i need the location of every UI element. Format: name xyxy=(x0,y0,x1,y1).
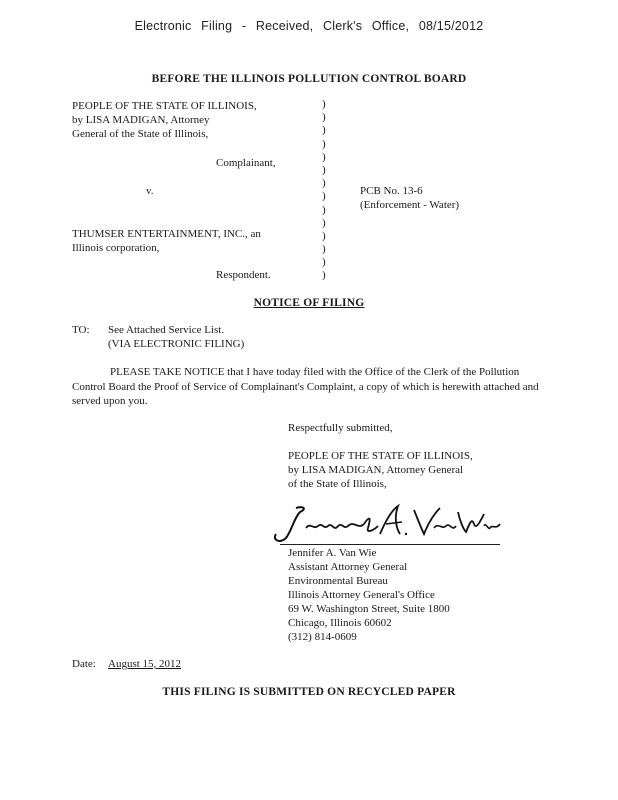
paren: ) xyxy=(322,269,326,282)
complainant-line: by LISA MADIGAN, Attorney xyxy=(72,114,210,126)
notice-title: NOTICE OF FILING xyxy=(253,297,365,309)
closing-block xyxy=(288,449,473,491)
paren: ) xyxy=(322,111,326,124)
notice-body: PLEASE TAKE NOTICE that I have today filed with the Office of the Clerk of the Pollution Control Board the Proof of Service of Complainant's Complaint, a copy of which is herewith attached and served upon you. xyxy=(72,366,539,407)
paren: ) xyxy=(322,229,326,242)
paren: ) xyxy=(322,190,326,203)
signer-line: Assistant Attorney General xyxy=(288,561,408,573)
paren: ) xyxy=(322,150,326,163)
respondent-role: Respondent. xyxy=(216,269,271,281)
paren: ) xyxy=(322,203,326,216)
paren: ) xyxy=(322,163,326,176)
signer-line: Environmental Bureau xyxy=(288,575,388,587)
paren: ) xyxy=(322,256,326,269)
electronic-filing-stamp: Electronic Filing - Received, Clerk's Office, 08/15/2012 xyxy=(134,19,484,33)
versus-label: v. xyxy=(146,185,154,197)
signer-line: Illinois Attorney General's Office xyxy=(288,589,435,601)
to-line-electronic: (VIA ELECTRONIC FILING) xyxy=(108,338,245,350)
recycled-paper-footer: THIS FILING IS SUBMITTED ON RECYCLED PAPER xyxy=(162,686,456,698)
paren: ) xyxy=(322,124,326,137)
paren: ) xyxy=(322,243,326,256)
complainant-role: Complainant, xyxy=(216,157,276,169)
date-label: Date: xyxy=(72,658,96,670)
signer-line: Jennifer A. Van Wie xyxy=(288,547,377,559)
closing-line: by LISA MADIGAN, Attorney General xyxy=(288,464,464,476)
handwritten-signature xyxy=(268,500,508,550)
complainant-line: General of the State of Illinois, xyxy=(72,128,209,140)
signer-line: (312) 814-0609 xyxy=(288,631,357,643)
caption-parentheses xyxy=(322,98,326,283)
board-title: BEFORE THE ILLINOIS POLLUTION CONTROL BOARD xyxy=(151,73,467,85)
paren: ) xyxy=(322,216,326,229)
respondent-line: THUMSER ENTERTAINMENT, INC., an xyxy=(72,228,261,240)
paren: ) xyxy=(322,98,326,110)
signature-line xyxy=(280,544,500,545)
closing-line: of the State of Illinois, xyxy=(288,478,387,490)
respectfully-submitted: Respectfully submitted, xyxy=(288,422,393,434)
paren: ) xyxy=(322,137,326,150)
complainant-block xyxy=(72,99,257,141)
paren: ) xyxy=(322,177,326,190)
respondent-line: Illinois corporation, xyxy=(72,242,160,254)
to-label: TO: xyxy=(72,324,90,336)
signer-block xyxy=(288,546,450,644)
signer-line: 69 W. Washington Street, Suite 1800 xyxy=(288,603,450,615)
case-type: (Enforcement - Water) xyxy=(360,199,460,211)
respondent-block xyxy=(72,227,261,255)
signer-line: Chicago, Illinois 60602 xyxy=(288,617,392,629)
complainant-line: PEOPLE OF THE STATE OF ILLINOIS, xyxy=(72,100,257,112)
case-number: PCB No. 13-6 xyxy=(360,185,423,197)
closing-line: PEOPLE OF THE STATE OF ILLINOIS, xyxy=(288,450,473,462)
to-line-service-list: See Attached Service List. xyxy=(108,324,225,336)
date-value: August 15, 2012 xyxy=(108,658,182,670)
